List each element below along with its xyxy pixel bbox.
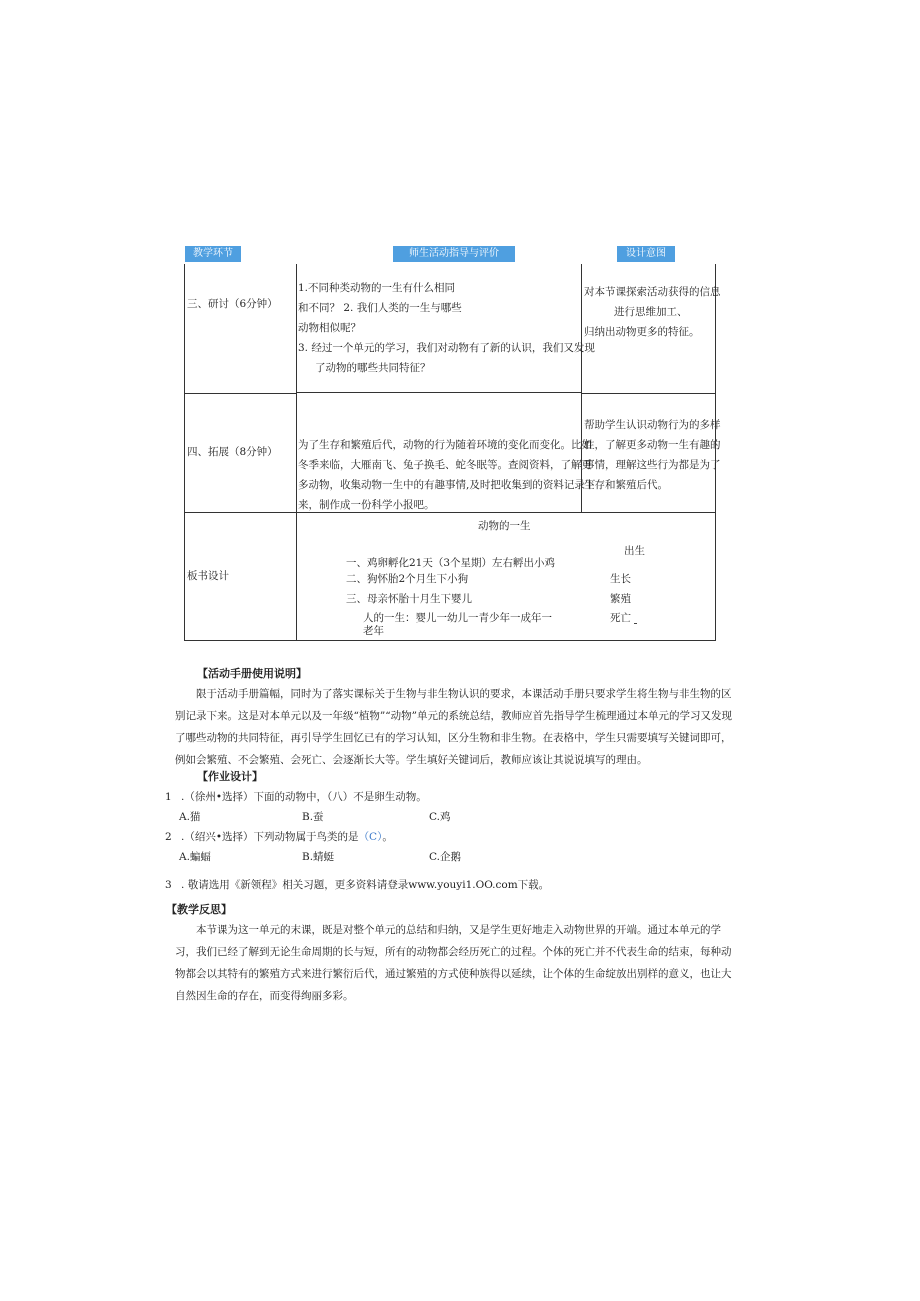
question-number: 2 [165,831,172,843]
q1-option-a: A.猫 [179,811,201,823]
activity-line: 3. 经过一个单元的学习，我们对动物有了新的认识，我们又发现 [298,342,595,354]
manual-title: 【活动手册使用说明】 [197,667,307,680]
q2-option-b: B.蜻蜓 [302,851,335,863]
intent-line: 生存和繁殖后代。 [584,479,668,491]
board-line-dog: 二、狗怀胎2个月生下小狗 [346,573,469,585]
question-answer: （C） [358,831,383,843]
header-teaching-stage: 教学环节 [185,246,241,262]
board-stage-reproduction: 繁殖 [610,593,631,605]
question-text: . 敬请选用《新领程》相关习题，更多资料请登录www.youyi1.OO.com下载。 [181,879,550,891]
board-title: 动物的一生 [478,520,531,532]
activity-line: 1.不同种类动物的一生有什么相同 [298,282,456,294]
manual-text: 限于活动手册篇幅，同时为了落实课标关于生物与非生物认识的要求，本课活动手册只要求学生将生物与非生物的区别记录下来。这是对本单元以及一年级“植物”“动物”单元的系统总结，教师应首先指导学生梳理通过本单元的学习又发现了哪些动物的共同特征，再引导学生回忆已有的学习认知，区分生物和非生物。在表格中，学生只需要填写关键词即可，例如会繁殖、不会繁殖、会死亡、会逐渐长大等。学生填好关键词后，教师应该让其说说填写的理由。 [175,688,732,766]
activity-line: 多动物，收集动物一生中的有趣事情,及时把收集到的资料记录下 [298,479,596,491]
board-human-life-2: 老年 [363,625,384,637]
homework-title: 【作业设计】 [197,770,263,783]
board-stage-birth: 出生 [624,545,645,557]
activity-line: 了动物的哪些共同特征？ [315,362,431,374]
question-text: .（绍兴•选择）下列动物属于鸟类的是 [181,831,359,843]
question-3 [165,877,549,892]
header-design-intent: 设计意图 [617,246,675,262]
activity-line: 为了生存和繁殖后代，动物的行为随着环境的变化而变化。比如 [298,439,592,451]
reflection-text: 本节课为这一单元的末课，既是对整个单元的总结和归纳，又是学生更好地走入动物世界的开端。通过本单元的学习，我们已经了解到无论生命周期的长与短，所有的动物都会经历死亡的过程。个体的死亡并不代表生命的结束，每种动物都会以其特有的繁殖方式来进行繁衍后代，通过繁殖的方式使种族得以延续，让个体的生命绽放出别样的意义，也让大自然因生命的存在，而变得绚丽多彩。 [175,924,732,1002]
board-line-chicken: 一、鸡卵孵化21天（3个星期）左右孵出小鸡 [346,557,556,569]
intent-line: 帮助学生认识动物行为的多样 [584,419,721,431]
activity-line: 动物相似呢？ [298,322,361,334]
board-stage-death: 死亡 [610,612,631,624]
q2-option-c: C.企鹅 [429,851,461,863]
intent-line: 对本节课探索活动获得的信息 [584,286,721,298]
q1-option-b: B.蚕 [302,811,324,823]
activity-line: 冬季来临，大雁南飞、兔子换毛、蛇冬眠等。查阅资料，了解更 [298,459,592,471]
header-activity-guidance: 师生活动指导与评价 [393,246,515,262]
question-2 [165,829,393,844]
board-human-life-1: 人的一生：婴儿一幼儿一青少年一成年一 [363,612,552,624]
question-number: 1 [165,791,172,803]
board-design-label: 板书设计 [187,570,229,582]
activity-line: 来，制作成一份科学小报吧。 [298,499,435,511]
question-text: .（徐州•选择）下面的动物中，（八）不是卵生动物。 [181,791,427,803]
tick-mark [634,623,637,624]
question-text-end: 。 [382,831,393,843]
reflection-title: 【教学反思】 [166,903,232,916]
row-extension-stage: 四、拓展（8分钟） [187,446,278,458]
intent-line: 性，了解更多动物一生有趣的 [584,439,721,451]
question-1 [165,789,427,804]
intent-line: 事情，理解这些行为都是为了 [584,459,721,471]
row-discussion-stage: 三、研讨（6分钟） [187,298,278,310]
board-line-human: 三、母亲怀胎十月生下婴儿 [346,593,472,605]
intent-line: 进行思维加工、 [614,306,688,318]
activity-line: 和不同？ 2. 我们人类的一生与哪些 [298,302,462,314]
question-number: 3 [165,879,172,891]
intent-line: 归纳出动物更多的特征。 [584,326,700,338]
board-stage-growth: 生长 [610,573,631,585]
q2-option-a: A.蝙蝠 [179,851,211,863]
q1-option-c: C.鸡 [429,811,451,823]
